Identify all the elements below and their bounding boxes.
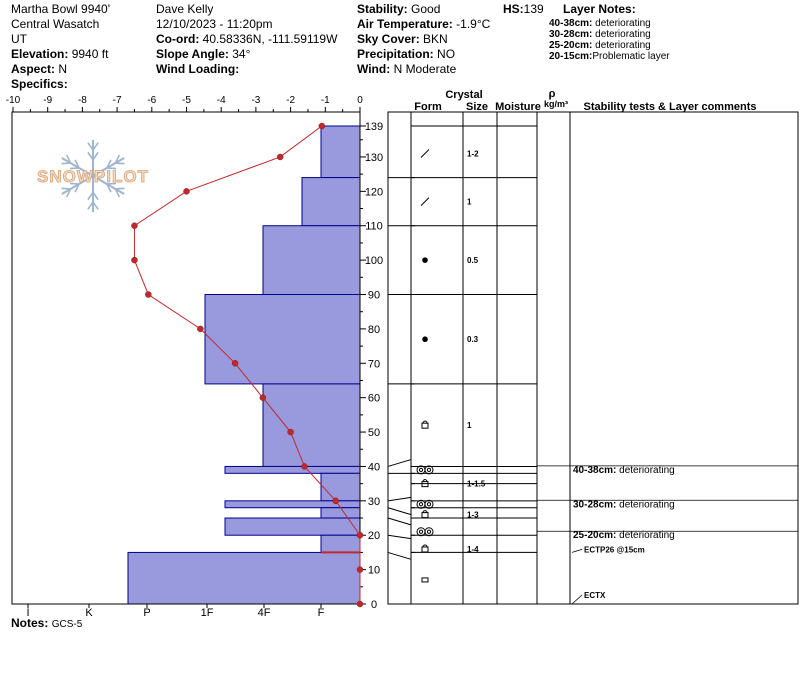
crystal-surface-hoar-icon xyxy=(417,500,425,508)
air-temp-value: -1.9°C xyxy=(456,17,491,31)
snowflake-branch xyxy=(62,188,71,189)
crystal-surface-hoar-core xyxy=(419,530,422,533)
crystal-faceted-icon xyxy=(422,578,428,582)
layer-note: 30-28cm: deteriorating xyxy=(549,29,651,40)
crystal-size-label: 1 xyxy=(467,197,472,207)
temp-tick-label: -9 xyxy=(43,95,53,106)
crystal-decomposing-icon xyxy=(421,198,429,206)
layer-notes-title: Layer Notes: xyxy=(563,2,636,16)
coord-value: 40.58336N, -111.59119W xyxy=(202,32,338,46)
specifics-label: Specifics: xyxy=(11,77,68,91)
crystal-faceted-rounded-icon xyxy=(422,513,428,518)
aspect-label: Aspect: xyxy=(11,62,56,76)
crystal-surface-hoar-icon xyxy=(417,528,425,536)
temp-tick-label: -6 xyxy=(147,95,157,106)
hs-label: HS: xyxy=(503,2,524,16)
depth-tick-label: 80 xyxy=(367,323,381,336)
hardness-tick-label: I xyxy=(26,607,30,619)
elevation-value: 9940 ft xyxy=(71,47,109,61)
wind-label: Wind: xyxy=(357,62,391,76)
sky-label: Sky Cover: xyxy=(357,32,420,46)
hardness-bar xyxy=(225,518,360,535)
layer-comment-label: 40-38cm: deteriorating xyxy=(573,464,675,476)
crystal-size-label: 1-2 xyxy=(467,149,479,159)
temp-tick-label: -3 xyxy=(251,95,261,106)
layer-connector-line xyxy=(388,518,411,525)
crystal-faceted-rounded-icon xyxy=(422,547,428,552)
stability-test-pointer xyxy=(572,595,582,604)
hardness-tick-label: 1F xyxy=(200,607,214,619)
depth-tick-label: 60 xyxy=(367,392,381,405)
temp-tick-label: -8 xyxy=(77,95,87,106)
table-column-headers xyxy=(414,88,756,113)
layer-connector-line xyxy=(388,497,411,500)
temperature-point xyxy=(357,567,363,573)
crystal-faceted-rounded-icon xyxy=(422,423,428,428)
temperature-point xyxy=(357,601,363,607)
state-name: UT xyxy=(11,32,27,46)
temperature-point xyxy=(333,498,339,504)
crystal-size-label: 1-1.5 xyxy=(467,479,486,489)
wind-loading-label: Wind Loading: xyxy=(156,62,240,76)
hardness-bar xyxy=(321,535,360,552)
snowpilot-logo-text: SNOWPILOT xyxy=(37,167,149,186)
crystal-rounded-icon xyxy=(422,336,428,342)
depth-tick-label: 100 xyxy=(364,255,384,268)
temp-tick-label: -4 xyxy=(216,95,226,106)
snowpilot-logo xyxy=(37,140,149,212)
hardness-tick-label: P xyxy=(143,607,151,619)
layer-note: 20-15cm:Problematic layer xyxy=(549,51,670,62)
location-name: Martha Bowl 9940' xyxy=(11,2,111,16)
col-rho: ρ xyxy=(548,88,556,100)
col-size: Size xyxy=(465,101,489,113)
depth-tick-label: 40 xyxy=(367,461,381,474)
hardness-tick-label: F xyxy=(317,607,325,619)
layer-connector-line xyxy=(388,535,411,538)
notes-label: Notes: xyxy=(11,616,49,630)
hardness-bar xyxy=(321,508,360,518)
hardness-bar xyxy=(225,466,360,473)
layer-table xyxy=(388,112,798,604)
layer-note: 40-38cm: deteriorating xyxy=(549,18,651,29)
crystal-rounded-icon xyxy=(422,257,428,263)
temperature-point xyxy=(260,395,266,401)
layer-note: 25-20cm: deteriorating xyxy=(549,40,651,51)
depth-tick-label: 110 xyxy=(365,220,383,233)
obs-datetime: 12/10/2023 - 11:20pm xyxy=(156,17,273,31)
stability-test-pointer xyxy=(572,549,582,552)
hardness-bar xyxy=(263,226,360,295)
stability-test-label: ECTX xyxy=(584,591,606,600)
coord-label: Co-ord: xyxy=(156,32,200,46)
temp-tick-label: -7 xyxy=(112,95,122,106)
layer-connector-line xyxy=(388,552,411,559)
temperature-point xyxy=(319,123,325,129)
hardness-bar xyxy=(321,126,360,178)
depth-tick-label: 70 xyxy=(367,358,381,371)
precip-value: NO xyxy=(437,47,456,61)
crystal-surface-hoar-icon xyxy=(417,466,425,474)
sky-value: BKN xyxy=(423,32,448,46)
crystal-surface-hoar-icon xyxy=(425,466,433,474)
crystal-surface-hoar-core xyxy=(427,530,430,533)
depth-tick-label: 139 xyxy=(364,121,384,133)
hardness-bar xyxy=(128,552,360,604)
col-tests: Stability tests & Layer comments xyxy=(583,101,757,113)
crystal-size-label: 1-4 xyxy=(467,544,479,554)
temperature-point xyxy=(145,292,151,298)
hs-value: 139 xyxy=(523,2,544,16)
snowflake-branch xyxy=(115,163,124,164)
depth-tick-label: 30 xyxy=(367,495,381,508)
hardness-bar xyxy=(321,473,360,501)
layer-connector-line xyxy=(388,460,411,467)
crystal-decomposing-icon xyxy=(421,150,429,158)
depth-tick-label: 120 xyxy=(364,186,384,199)
depth-tick-label: 130 xyxy=(364,151,384,164)
temperature-point xyxy=(131,223,137,229)
hardness-tick-label: 4F xyxy=(257,607,271,619)
wind-value: N Moderate xyxy=(393,62,457,76)
temperature-point xyxy=(131,257,137,263)
hardness-profile xyxy=(128,126,360,604)
snowflake-branch xyxy=(62,163,71,164)
crystal-surface-hoar-core xyxy=(427,503,430,506)
temp-tick-label: -10 xyxy=(5,95,21,106)
snowflake-branch xyxy=(115,188,124,189)
crystal-size-label: 0.5 xyxy=(467,256,479,266)
hardness-tick-label: K xyxy=(85,607,93,619)
depth-tick-label: 10 xyxy=(367,564,381,577)
temperature-point xyxy=(357,532,363,538)
hardness-bar xyxy=(263,384,360,467)
crystal-size-label: 1 xyxy=(467,421,472,431)
slope-label: Slope Angle: xyxy=(156,47,229,61)
crystal-surface-hoar-core xyxy=(427,468,430,471)
col-crystal: Crystal xyxy=(445,89,483,101)
temperature-point xyxy=(232,360,238,366)
temp-tick-label: 0 xyxy=(357,95,363,106)
crystal-size-label: 1-3 xyxy=(467,510,479,520)
temperature-point xyxy=(301,463,307,469)
stability-test-label: ECTP26 @15cm xyxy=(584,545,645,555)
depth-tick-label: 90 xyxy=(367,289,381,302)
temperature-point xyxy=(288,429,294,435)
observer-name: Dave Kelly xyxy=(156,2,214,16)
crystal-surface-hoar-icon xyxy=(425,500,433,508)
temperature-point xyxy=(184,188,190,194)
col-form: Form xyxy=(414,101,442,113)
notes-value: GCS-5 xyxy=(51,619,83,630)
crystal-size-label: 0.3 xyxy=(467,335,479,345)
elevation-label: Elevation: xyxy=(11,47,69,61)
crystal-surface-hoar-core xyxy=(419,503,422,506)
layer-comment-label: 25-20cm: deteriorating xyxy=(573,530,675,542)
crystal-surface-hoar-icon xyxy=(425,528,433,536)
stability-value: Good xyxy=(411,2,441,16)
aspect-value: N xyxy=(58,62,68,76)
col-moisture: Moisture xyxy=(495,101,541,113)
range-name: Central Wasatch xyxy=(11,17,100,31)
depth-tick-label: 50 xyxy=(367,427,381,440)
temp-tick-label: -1 xyxy=(320,95,330,106)
precip-label: Precipitation: xyxy=(357,47,434,61)
notes-row xyxy=(11,616,82,632)
temperature-point xyxy=(277,154,283,160)
slope-value: 34° xyxy=(232,47,251,61)
stability-label: Stability: xyxy=(357,2,408,16)
depth-tick-label: 0 xyxy=(370,599,378,611)
hardness-bar xyxy=(205,295,360,384)
temperature-point xyxy=(197,326,203,332)
col-rho-unit: kg/m³ xyxy=(543,99,569,109)
crystal-surface-hoar-core xyxy=(419,468,422,471)
layer-comment-label: 30-28cm: deteriorating xyxy=(573,499,675,511)
temp-tick-label: -2 xyxy=(286,95,296,106)
depth-tick-label: 20 xyxy=(367,530,381,543)
hardness-bar xyxy=(302,178,360,226)
layer-connector-line xyxy=(388,508,411,515)
temp-tick-label: -5 xyxy=(182,95,191,106)
air-temp-label: Air Temperature: xyxy=(357,17,453,31)
